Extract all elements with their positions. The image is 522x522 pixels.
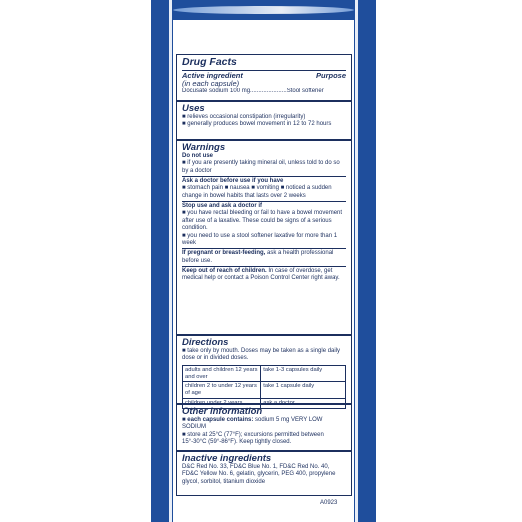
directions-section (177, 334, 351, 409)
table-row (183, 382, 346, 399)
drug-facts-title: Drug Facts (182, 56, 237, 68)
inactive-section (177, 450, 351, 486)
uses-item: ■ relieves occasional constipation (irregularity) (182, 114, 306, 120)
directions-title: Directions (182, 337, 229, 348)
active-ingredient-sub: (in each capsule) (182, 78, 240, 88)
drug-facts-panel (176, 54, 352, 496)
table-cell-who: children 2 to under 12 years of age (183, 382, 261, 399)
pregnant-text: ask a health professional before use. (182, 250, 334, 264)
capsule-contains-text: sodium 5 mg VERY LOW SODIUM (182, 417, 323, 431)
table-cell-dose: take 1 capsule daily (261, 382, 346, 399)
table-cell-dose: take 1-3 capsules daily (261, 365, 346, 382)
carton-right-edge (354, 0, 376, 522)
uses-item: ■ generally produces bowel movement in 12 to 72 hours (182, 121, 332, 128)
warnings-section (177, 139, 351, 283)
do-not-use-heading: Do not use (182, 153, 213, 159)
keep-out-text: In case of overdose, get medical help or contact a Poison Control Center right away. (182, 267, 340, 282)
stop-use-item: ■ you have rectal bleeding or fail to have a bowel movement after use of a laxative. These could be signs of a serious condition. (182, 210, 343, 232)
pregnant-heading: If pregnant or breast-feeding, (182, 250, 266, 257)
other-info-title: Other information (182, 406, 263, 417)
ask-doctor-item: ■ stomach pain ■ nausea ■ vomiting ■ noticed a sudden change in bowel habits that lasts over 2 weeks (182, 185, 332, 199)
do-not-use-item: ■ if you are presently taking mineral oil, unless told to do so by a doctor (182, 160, 340, 174)
stop-use-heading: Stop use and ask a doctor if (182, 203, 263, 210)
capsule-contains-label: ■ each capsule contains: (182, 417, 254, 423)
uses-title: Uses (182, 103, 205, 114)
lot-code: A0923 (320, 500, 338, 506)
warnings-title: Warnings (182, 142, 226, 153)
carton-left-edge (151, 0, 173, 522)
stop-use-item: ■ you need to use a stool softener laxative for more than 1 week (182, 232, 338, 247)
purpose-header: Purpose (315, 70, 346, 80)
directions-intro: ■ take only by mouth. Doses may be taken as a single daily dose or in divided doses. (182, 348, 341, 362)
other-info-section (177, 403, 351, 447)
storage-text: ■ store at 25°C (77°F); excursions permitted between 15°-30°C (59°-86°F). Keep tightly closed. (182, 431, 324, 446)
table-row (183, 365, 346, 382)
inactive-title: Inactive ingredients (182, 453, 272, 464)
brand-swoosh (173, 0, 354, 20)
inactive-text: D&C Red No. 33, FD&C Blue No. 1, FD&C Red No. 40, FD&C Yellow No. 6, gelatin, glycerin, PEG 400, propylene glycol, sorbitol, titanium dioxide (182, 464, 336, 485)
keep-out-heading: Keep out of reach of children. (182, 267, 267, 274)
active-ingredient-header: Active ingredient (182, 70, 243, 80)
ingredient-line: Docusate sodium 100 mg......................Stool softener (182, 87, 324, 94)
uses-section (177, 100, 351, 129)
ask-doctor-heading: Ask a doctor before use if you have (182, 178, 284, 185)
drug-facts-section (177, 56, 351, 95)
table-cell-who: adults and children 12 years and over (183, 365, 261, 382)
